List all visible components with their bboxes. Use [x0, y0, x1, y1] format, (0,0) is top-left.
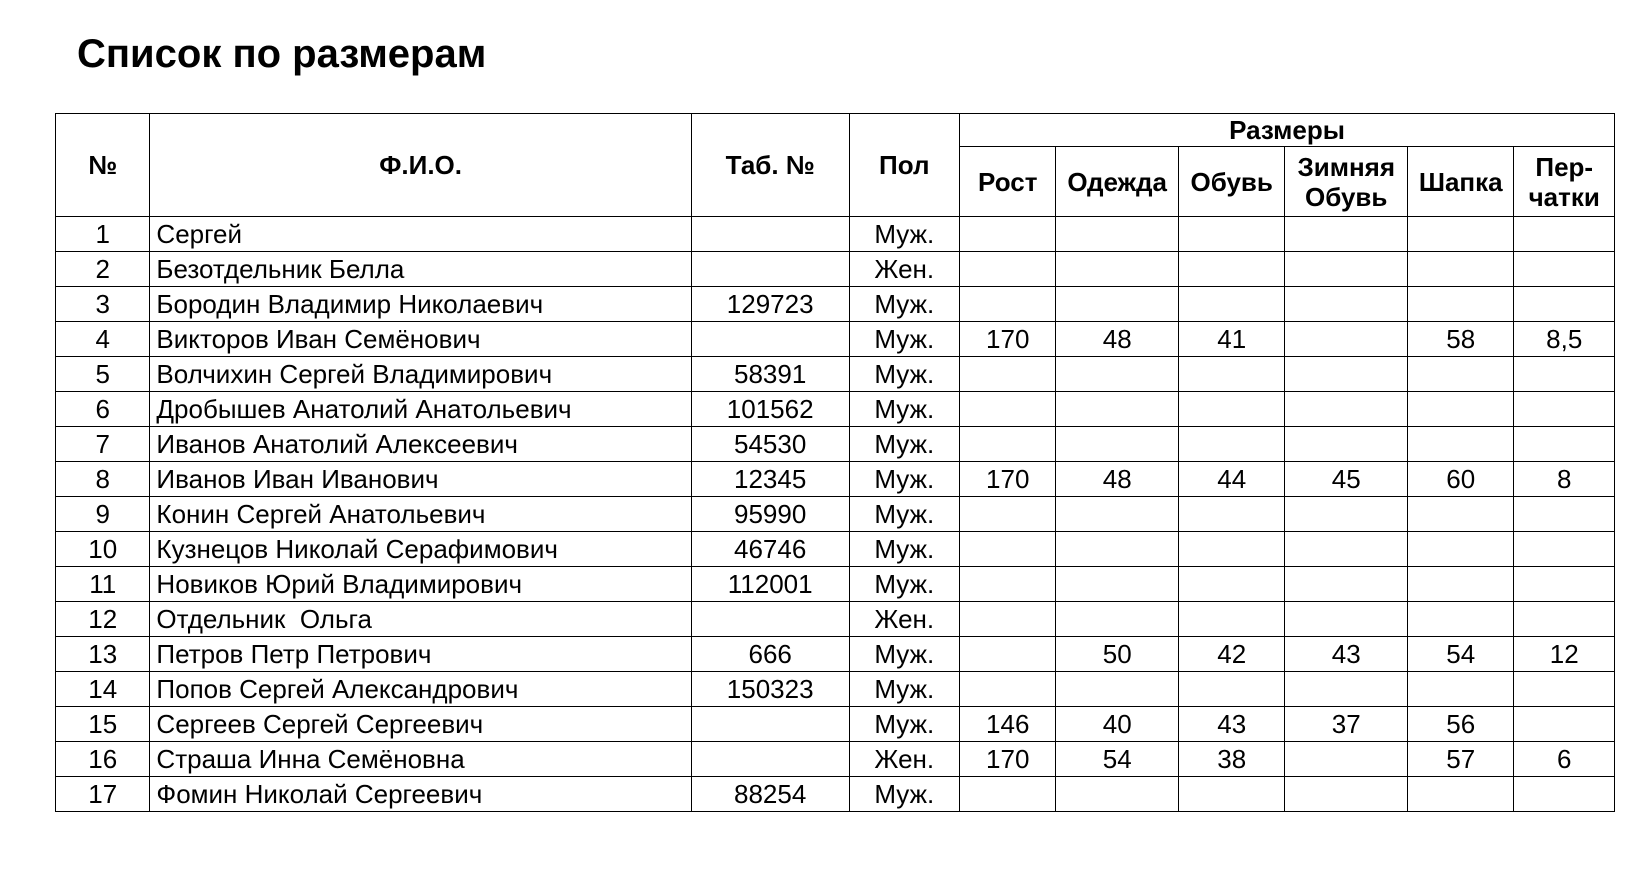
- col-header-shoes: Обувь: [1178, 147, 1284, 217]
- cell-shoes: 41: [1178, 322, 1284, 357]
- cell-gloves: [1514, 427, 1615, 462]
- cell-height: [960, 252, 1056, 287]
- cell-clothes: [1056, 427, 1179, 462]
- cell-tab: [691, 742, 849, 777]
- cell-name: Сергеев Сергей Сергеевич: [150, 707, 691, 742]
- cell-winter-shoes: [1285, 672, 1408, 707]
- cell-sex: Муж.: [849, 567, 959, 602]
- cell-name: Страша Инна Семёновна: [150, 742, 691, 777]
- cell-height: [960, 357, 1056, 392]
- cell-winter-shoes: [1285, 532, 1408, 567]
- cell-num: 15: [56, 707, 150, 742]
- cell-tab: 58391: [691, 357, 849, 392]
- cell-gloves: [1514, 567, 1615, 602]
- table-row: [56, 742, 1615, 777]
- cell-shoes: 42: [1178, 637, 1284, 672]
- cell-clothes: [1056, 777, 1179, 812]
- cell-height: [960, 602, 1056, 637]
- cell-height: [960, 427, 1056, 462]
- cell-num: 5: [56, 357, 150, 392]
- cell-tab: 54530: [691, 427, 849, 462]
- cell-clothes: [1056, 497, 1179, 532]
- cell-name: Кузнецов Николай Серафимович: [150, 532, 691, 567]
- cell-hat: [1408, 357, 1514, 392]
- table-row: [56, 217, 1615, 252]
- cell-sex: Жен.: [849, 252, 959, 287]
- col-header-winter-shoes: [1285, 147, 1408, 217]
- cell-name: Петров Петр Петрович: [150, 637, 691, 672]
- cell-name: Безотдельник Белла: [150, 252, 691, 287]
- cell-shoes: [1178, 357, 1284, 392]
- cell-shoes: [1178, 392, 1284, 427]
- cell-tab: 666: [691, 637, 849, 672]
- cell-hat: [1408, 217, 1514, 252]
- cell-height: [960, 217, 1056, 252]
- table-row: [56, 392, 1615, 427]
- cell-hat: 54: [1408, 637, 1514, 672]
- cell-tab: 12345: [691, 462, 849, 497]
- cell-sex: Муж.: [849, 707, 959, 742]
- cell-num: 3: [56, 287, 150, 322]
- cell-num: 17: [56, 777, 150, 812]
- cell-name: Попов Сергей Александрович: [150, 672, 691, 707]
- cell-gloves: [1514, 532, 1615, 567]
- cell-shoes: 43: [1178, 707, 1284, 742]
- cell-winter-shoes: [1285, 567, 1408, 602]
- cell-sex: Муж.: [849, 392, 959, 427]
- cell-winter-shoes: [1285, 322, 1408, 357]
- cell-name: Волчихин Сергей Владимирович: [150, 357, 691, 392]
- cell-height: 170: [960, 462, 1056, 497]
- cell-tab: 88254: [691, 777, 849, 812]
- cell-sex: Муж.: [849, 287, 959, 322]
- cell-name: Бородин Владимир Николаевич: [150, 287, 691, 322]
- cell-clothes: [1056, 217, 1179, 252]
- cell-gloves: [1514, 287, 1615, 322]
- cell-tab: [691, 322, 849, 357]
- cell-tab: 112001: [691, 567, 849, 602]
- cell-gloves: 8,5: [1514, 322, 1615, 357]
- cell-num: 4: [56, 322, 150, 357]
- page-title: Список по размерам: [77, 32, 487, 76]
- cell-tab: [691, 217, 849, 252]
- cell-sex: Муж.: [849, 777, 959, 812]
- cell-tab: 129723: [691, 287, 849, 322]
- cell-clothes: 40: [1056, 707, 1179, 742]
- cell-hat: [1408, 532, 1514, 567]
- cell-clothes: [1056, 672, 1179, 707]
- cell-height: 170: [960, 322, 1056, 357]
- cell-name: Отдельник Ольга: [150, 602, 691, 637]
- cell-clothes: [1056, 392, 1179, 427]
- cell-gloves: [1514, 602, 1615, 637]
- cell-winter-shoes: [1285, 252, 1408, 287]
- cell-sex: Муж.: [849, 427, 959, 462]
- cell-gloves: [1514, 672, 1615, 707]
- cell-winter-shoes: 37: [1285, 707, 1408, 742]
- cell-winter-shoes: [1285, 742, 1408, 777]
- cell-sex: Муж.: [849, 672, 959, 707]
- cell-tab: 150323: [691, 672, 849, 707]
- cell-num: 9: [56, 497, 150, 532]
- table-row: [56, 357, 1615, 392]
- cell-winter-shoes: [1285, 427, 1408, 462]
- col-header-clothes: Одежда: [1056, 147, 1179, 217]
- col-header-winter-shoes-line2: Обувь: [1305, 181, 1388, 212]
- cell-hat: 56: [1408, 707, 1514, 742]
- cell-name: Новиков Юрий Владимирович: [150, 567, 691, 602]
- cell-num: 10: [56, 532, 150, 567]
- cell-winter-shoes: 45: [1285, 462, 1408, 497]
- cell-gloves: 12: [1514, 637, 1615, 672]
- cell-num: 11: [56, 567, 150, 602]
- table-row: [56, 322, 1615, 357]
- cell-shoes: [1178, 252, 1284, 287]
- cell-shoes: 44: [1178, 462, 1284, 497]
- cell-height: [960, 532, 1056, 567]
- cell-height: [960, 567, 1056, 602]
- col-header-hat: Шапка: [1408, 147, 1514, 217]
- cell-name: Иванов Иван Иванович: [150, 462, 691, 497]
- cell-num: 8: [56, 462, 150, 497]
- cell-sex: Муж.: [849, 532, 959, 567]
- cell-gloves: [1514, 252, 1615, 287]
- cell-height: 146: [960, 707, 1056, 742]
- table-row: [56, 602, 1615, 637]
- cell-sex: Муж.: [849, 217, 959, 252]
- col-header-height: Рост: [960, 147, 1056, 217]
- cell-clothes: [1056, 602, 1179, 637]
- cell-clothes: 48: [1056, 322, 1179, 357]
- col-header-sex: Пол: [849, 114, 959, 217]
- cell-height: [960, 777, 1056, 812]
- col-header-num: №: [56, 114, 150, 217]
- cell-winter-shoes: [1285, 287, 1408, 322]
- cell-hat: [1408, 287, 1514, 322]
- cell-shoes: [1178, 217, 1284, 252]
- cell-hat: [1408, 672, 1514, 707]
- cell-gloves: 8: [1514, 462, 1615, 497]
- cell-gloves: [1514, 217, 1615, 252]
- cell-clothes: 54: [1056, 742, 1179, 777]
- cell-shoes: [1178, 287, 1284, 322]
- cell-hat: [1408, 392, 1514, 427]
- cell-hat: 60: [1408, 462, 1514, 497]
- col-header-fio: Ф.И.О.: [150, 114, 691, 217]
- cell-gloves: [1514, 357, 1615, 392]
- table-row: [56, 497, 1615, 532]
- cell-winter-shoes: [1285, 497, 1408, 532]
- cell-hat: 57: [1408, 742, 1514, 777]
- cell-hat: 58: [1408, 322, 1514, 357]
- table-row: [56, 707, 1615, 742]
- cell-num: 7: [56, 427, 150, 462]
- cell-tab: 95990: [691, 497, 849, 532]
- cell-height: [960, 392, 1056, 427]
- col-header-winter-shoes-line1: Зимняя: [1297, 151, 1395, 182]
- cell-clothes: [1056, 567, 1179, 602]
- table-row: [56, 427, 1615, 462]
- cell-sex: Муж.: [849, 497, 959, 532]
- cell-winter-shoes: [1285, 602, 1408, 637]
- cell-num: 6: [56, 392, 150, 427]
- cell-clothes: 50: [1056, 637, 1179, 672]
- cell-winter-shoes: [1285, 217, 1408, 252]
- cell-shoes: [1178, 672, 1284, 707]
- cell-gloves: [1514, 707, 1615, 742]
- cell-shoes: [1178, 497, 1284, 532]
- cell-winter-shoes: 43: [1285, 637, 1408, 672]
- cell-num: 2: [56, 252, 150, 287]
- cell-height: [960, 497, 1056, 532]
- cell-winter-shoes: [1285, 777, 1408, 812]
- cell-num: 14: [56, 672, 150, 707]
- cell-tab: 46746: [691, 532, 849, 567]
- cell-gloves: [1514, 392, 1615, 427]
- table-row: [56, 287, 1615, 322]
- cell-tab: [691, 602, 849, 637]
- cell-sex: Муж.: [849, 462, 959, 497]
- cell-clothes: [1056, 287, 1179, 322]
- cell-clothes: [1056, 532, 1179, 567]
- col-header-gloves: [1514, 147, 1615, 217]
- table-row: [56, 567, 1615, 602]
- cell-height: 170: [960, 742, 1056, 777]
- table-row: [56, 672, 1615, 707]
- cell-shoes: [1178, 427, 1284, 462]
- cell-num: 13: [56, 637, 150, 672]
- cell-hat: [1408, 427, 1514, 462]
- cell-height: [960, 637, 1056, 672]
- cell-name: Фомин Николай Сергеевич: [150, 777, 691, 812]
- cell-sex: Жен.: [849, 742, 959, 777]
- table-row: [56, 637, 1615, 672]
- cell-shoes: [1178, 567, 1284, 602]
- cell-height: [960, 287, 1056, 322]
- cell-num: 12: [56, 602, 150, 637]
- cell-clothes: 48: [1056, 462, 1179, 497]
- cell-sex: Муж.: [849, 322, 959, 357]
- cell-hat: [1408, 567, 1514, 602]
- cell-num: 16: [56, 742, 150, 777]
- col-header-gloves-line1: Пер-: [1535, 151, 1594, 182]
- cell-tab: [691, 252, 849, 287]
- cell-shoes: [1178, 602, 1284, 637]
- table-row: [56, 777, 1615, 812]
- cell-hat: [1408, 252, 1514, 287]
- cell-tab: 101562: [691, 392, 849, 427]
- cell-clothes: [1056, 357, 1179, 392]
- table-row: [56, 462, 1615, 497]
- col-header-tab: Таб. №: [691, 114, 849, 217]
- cell-num: 1: [56, 217, 150, 252]
- cell-winter-shoes: [1285, 357, 1408, 392]
- cell-hat: [1408, 602, 1514, 637]
- cell-hat: [1408, 497, 1514, 532]
- col-header-gloves-line2: чатки: [1528, 181, 1600, 212]
- cell-winter-shoes: [1285, 392, 1408, 427]
- cell-sex: Муж.: [849, 357, 959, 392]
- cell-clothes: [1056, 252, 1179, 287]
- cell-gloves: 6: [1514, 742, 1615, 777]
- table-row: [56, 532, 1615, 567]
- cell-height: [960, 672, 1056, 707]
- sizes-table: [55, 113, 1615, 812]
- cell-sex: Жен.: [849, 602, 959, 637]
- cell-gloves: [1514, 777, 1615, 812]
- col-group-sizes: Размеры: [960, 114, 1615, 147]
- cell-tab: [691, 707, 849, 742]
- cell-shoes: 38: [1178, 742, 1284, 777]
- cell-shoes: [1178, 777, 1284, 812]
- cell-name: Дробышев Анатолий Анатольевич: [150, 392, 691, 427]
- cell-hat: [1408, 777, 1514, 812]
- cell-name: Конин Сергей Анатольевич: [150, 497, 691, 532]
- cell-name: Иванов Анатолий Алексеевич: [150, 427, 691, 462]
- table-row: [56, 252, 1615, 287]
- cell-sex: Муж.: [849, 637, 959, 672]
- cell-shoes: [1178, 532, 1284, 567]
- cell-name: Сергей: [150, 217, 691, 252]
- cell-name: Викторов Иван Семёнович: [150, 322, 691, 357]
- cell-gloves: [1514, 497, 1615, 532]
